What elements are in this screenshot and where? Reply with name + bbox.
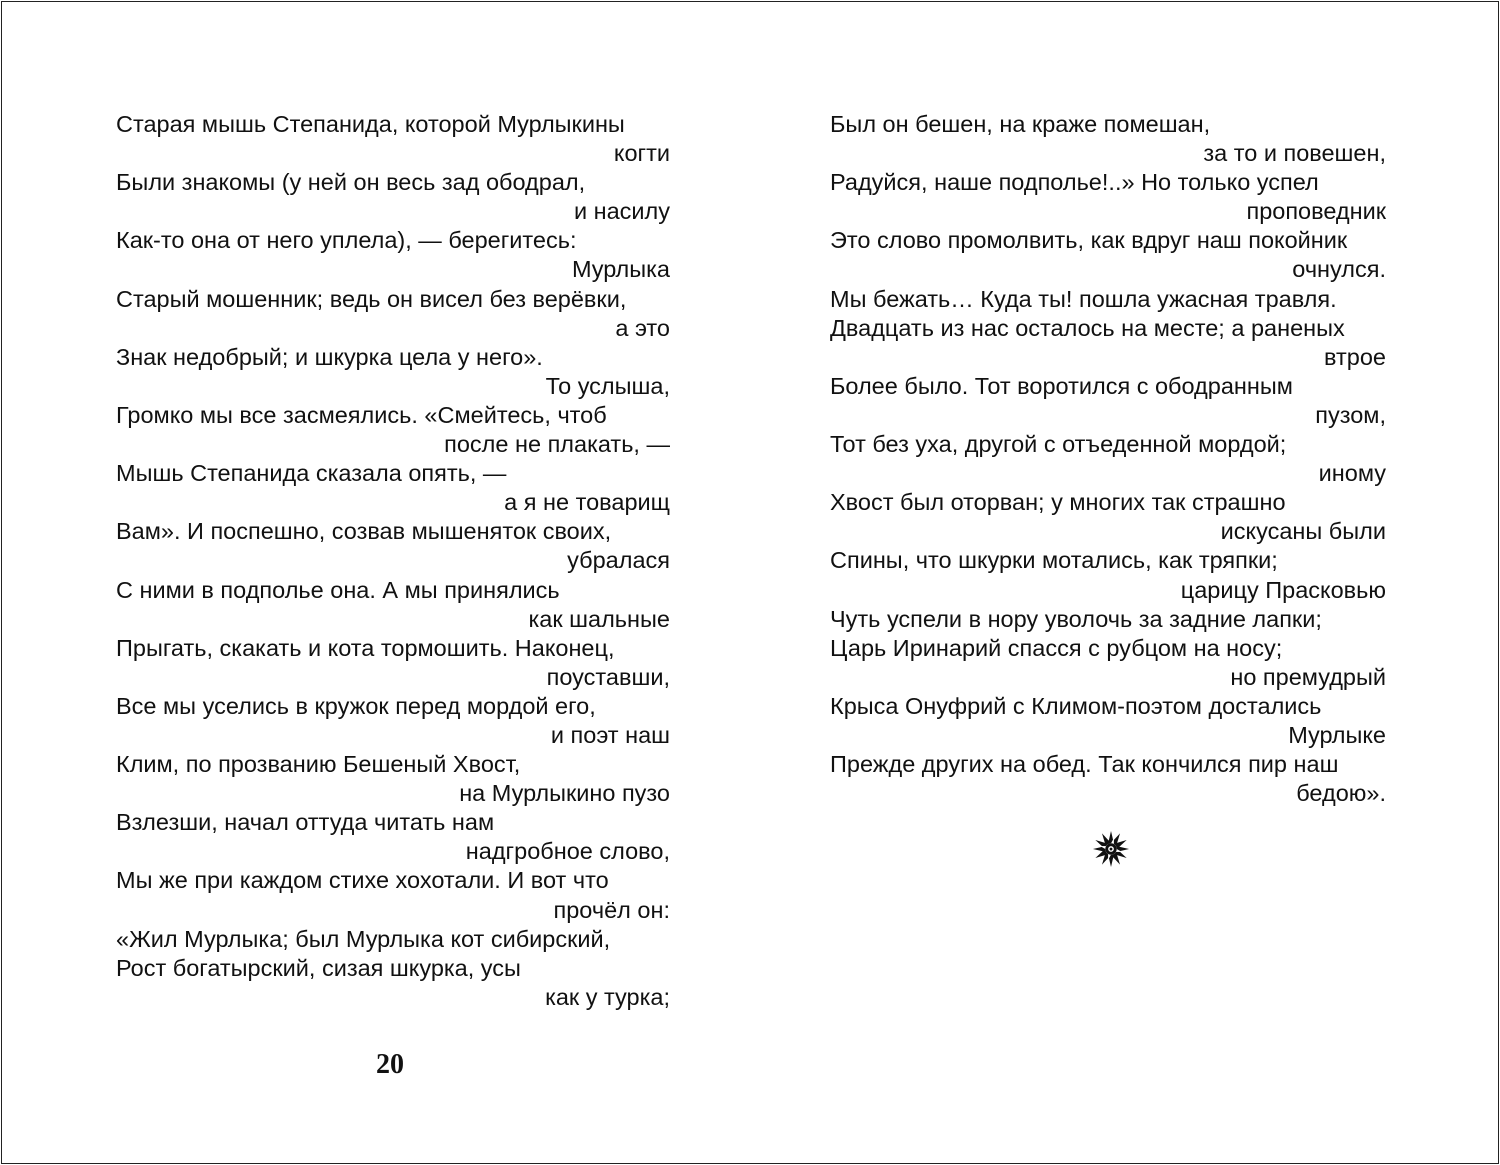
- verse-continuation-line: Мурлыка: [571, 256, 670, 283]
- verse-continuation-line: То услыша,: [545, 372, 670, 399]
- verse-line: Более было. Тот воротился с ободранным: [830, 372, 1293, 399]
- verse-continuation-line: царицу Прасковью: [1180, 576, 1386, 603]
- verse-line: Был он бешен, на краже помешан,: [830, 111, 1211, 137]
- verse-line: «Жил Мурлыка; был Мурлыка кот сибирский,: [116, 925, 611, 952]
- verse-line: Все мы уселись в кружок перед мордой его,: [116, 692, 596, 719]
- verse-continuation-line: прочёл он:: [553, 896, 670, 923]
- verse-continuation-line: а это: [615, 314, 670, 341]
- verse-continuation-line: очнулся.: [1292, 256, 1386, 283]
- verse-line: Старая мышь Степанида, которой Мурлыкины: [116, 111, 625, 137]
- verse-continuation-line: на Мурлыкино пузо: [459, 780, 670, 807]
- page-number: 20: [376, 1049, 404, 1080]
- verse-line: Двадцать из нас осталось на месте; а раненых: [830, 314, 1345, 341]
- verse-line: Мы же при каждом стихе хохотали. И вот что: [116, 867, 609, 894]
- verse-continuation-line: проповедник: [1246, 198, 1386, 225]
- verse-continuation-line: и поэт наш: [550, 721, 670, 748]
- verse-continuation-line: когти: [613, 140, 670, 167]
- verse-continuation-line: после не плакать, —: [444, 431, 670, 458]
- verse-line: Рост богатырский, сизая шкурка, усы: [116, 954, 521, 981]
- verse-line: Прежде других на обед. Так кончился пир наш: [830, 751, 1339, 778]
- verse-line: Радуйся, наше подполье!..» Но только успел: [830, 169, 1319, 196]
- left-page-text: [116, 110, 670, 1012]
- verse-continuation-line: иному: [1318, 460, 1386, 487]
- verse-continuation-line: втрое: [1324, 343, 1386, 370]
- verse-line: Вам». И поспешно, созвав мышеняток своих,: [116, 518, 612, 545]
- verse-continuation-line: надгробное слово,: [465, 838, 670, 865]
- verse-continuation-line: как шальные: [528, 605, 670, 632]
- verse-line: Спины, что шкурки мотались, как тряпки;: [830, 547, 1278, 574]
- verse-line: Громко мы все засмеялись. «Смейтесь, чтоб: [116, 401, 607, 428]
- verse-line: Знак недобрый; и шкурка цела у него».: [116, 343, 543, 370]
- verse-continuation-line: искусаны были: [1220, 518, 1386, 545]
- verse-line: Взлезши, начал оттуда читать нам: [116, 809, 495, 836]
- verse-line: Как-то она от него уплела), — берегитесь:: [116, 227, 577, 254]
- verse-line: Это слово промолвить, как вдруг наш покойник: [830, 227, 1348, 254]
- verse-line: Были знакомы (у ней он весь зад ободрал,: [116, 169, 586, 196]
- verse-line: Клим, по прозванию Бешеный Хвост,: [116, 751, 521, 778]
- verse-line: Крыса Онуфрий с Климом-поэтом достались: [830, 692, 1322, 719]
- verse-continuation-line: а я не товарищ: [504, 489, 670, 516]
- verse-line: Мышь Степанида сказала опять, —: [116, 460, 507, 487]
- verse-continuation-line: бедою».: [1296, 780, 1386, 807]
- verse-line: Чуть успели в нору уволочь за задние лапки;: [830, 605, 1322, 632]
- verse-continuation-line: но премудрый: [1230, 663, 1386, 690]
- verse-continuation-line: убралася: [567, 547, 670, 574]
- verse-line: Хвост был оторван; у многих так страшно: [830, 489, 1286, 516]
- star-flower-ornament-icon: [1092, 830, 1130, 868]
- verse-continuation-line: за то и повешен,: [1203, 140, 1386, 167]
- verse-line: С ними в подполье она. А мы принялись: [116, 576, 560, 603]
- verse-line: Тот без уха, другой с отъеденной мордой;: [830, 431, 1287, 458]
- verse-line: Старый мошенник; ведь он висел без верёвки,: [116, 285, 627, 312]
- right-page-text: [830, 110, 1386, 808]
- verse-continuation-line: поуставши,: [546, 663, 670, 690]
- verse-line: Мы бежать… Куда ты! пошла ужасная травля.: [830, 285, 1337, 312]
- verse-continuation-line: Мурлыке: [1288, 721, 1386, 748]
- verse-continuation-line: и насилу: [573, 198, 670, 225]
- verse-line: Прыгать, скакать и кота тормошить. Наконец,: [116, 634, 615, 661]
- verse-line: Царь Иринарий спасся с рубцом на носу;: [830, 634, 1283, 661]
- verse-continuation-line: как у турка;: [545, 983, 670, 1010]
- verse-continuation-line: пузом,: [1315, 401, 1386, 428]
